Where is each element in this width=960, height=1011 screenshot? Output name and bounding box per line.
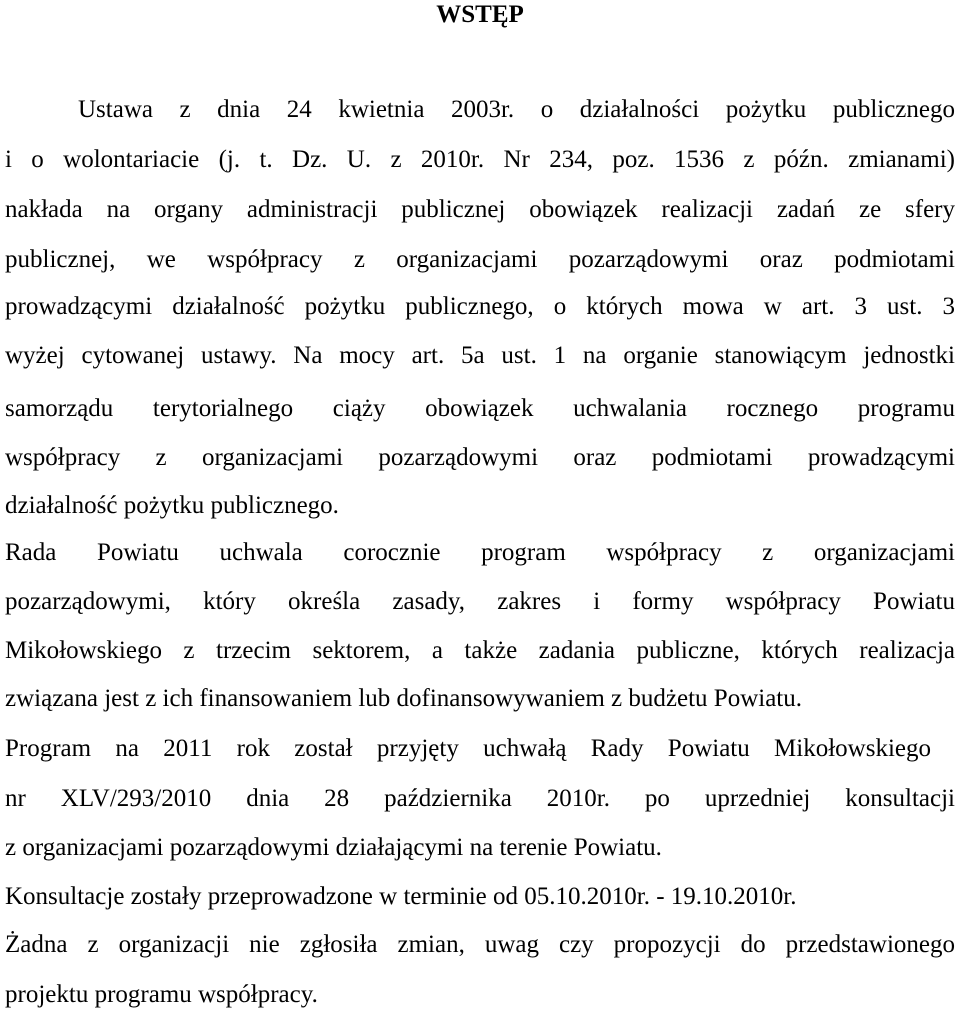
text-line-7: samorządu terytorialnego ciąży obowiązek uchwalania rocznego programu bbox=[5, 395, 955, 422]
text-line-5: prowadzącymi działalność pożytku publicznego, o których mowa w art. 3 ust. 3 bbox=[5, 293, 955, 320]
text-line-12: Mikołowskiego z trzecim sektorem, a także zadania publiczne, których realizacja bbox=[5, 637, 955, 664]
text-line-14: Program na 2011 rok został przyjęty uchwałą Rady Powiatu Mikołowskiego bbox=[5, 735, 931, 762]
text-line-15: nr XLV/293/2010 dnia 28 października 2010r. po uprzedniej konsultacji bbox=[5, 785, 955, 812]
text-line-16: z organizacjami pozarządowymi działającymi na terenie Powiatu. bbox=[5, 834, 662, 861]
text-line-8: współpracy z organizacjami pozarządowymi oraz podmiotami prowadzącymi bbox=[5, 444, 955, 471]
text-line-17: Konsultacje zostały przeprowadzone w terminie od 05.10.2010r. - 19.10.2010r. bbox=[5, 883, 797, 910]
text-line-18: Żadna z organizacji nie zgłosiła zmian, uwag czy propozycji do przedstawionego bbox=[5, 931, 955, 958]
text-line-1: Ustawa z dnia 24 kwietnia 2003r. o działalności pożytku publicznego bbox=[78, 96, 955, 123]
text-line-3: nakłada na organy administracji publicznej obowiązek realizacji zadań ze sfery bbox=[5, 196, 955, 223]
text-line-19: projektu programu współpracy. bbox=[5, 981, 318, 1008]
text-line-13: związana jest z ich finansowaniem lub dofinansowywaniem z budżetu Powiatu. bbox=[5, 685, 802, 712]
text-line-4: publicznej, we współpracy z organizacjami pozarządowymi oraz podmiotami bbox=[5, 246, 955, 273]
text-line-9: działalność pożytku publicznego. bbox=[5, 492, 339, 519]
page-title: WSTĘP bbox=[436, 1, 524, 28]
text-line-11: pozarządowymi, który określa zasady, zakres i formy współpracy Powiatu bbox=[5, 588, 955, 615]
text-line-10: Rada Powiatu uchwala corocznie program współpracy z organizacjami bbox=[5, 539, 955, 566]
text-line-2: i o wolontariacie (j. t. Dz. U. z 2010r. Nr 234, poz. 1536 z późn. zmianami) bbox=[5, 146, 955, 173]
text-line-6: wyżej cytowanej ustawy. Na mocy art. 5a ust. 1 na organie stanowiącym jednostki bbox=[5, 342, 955, 369]
